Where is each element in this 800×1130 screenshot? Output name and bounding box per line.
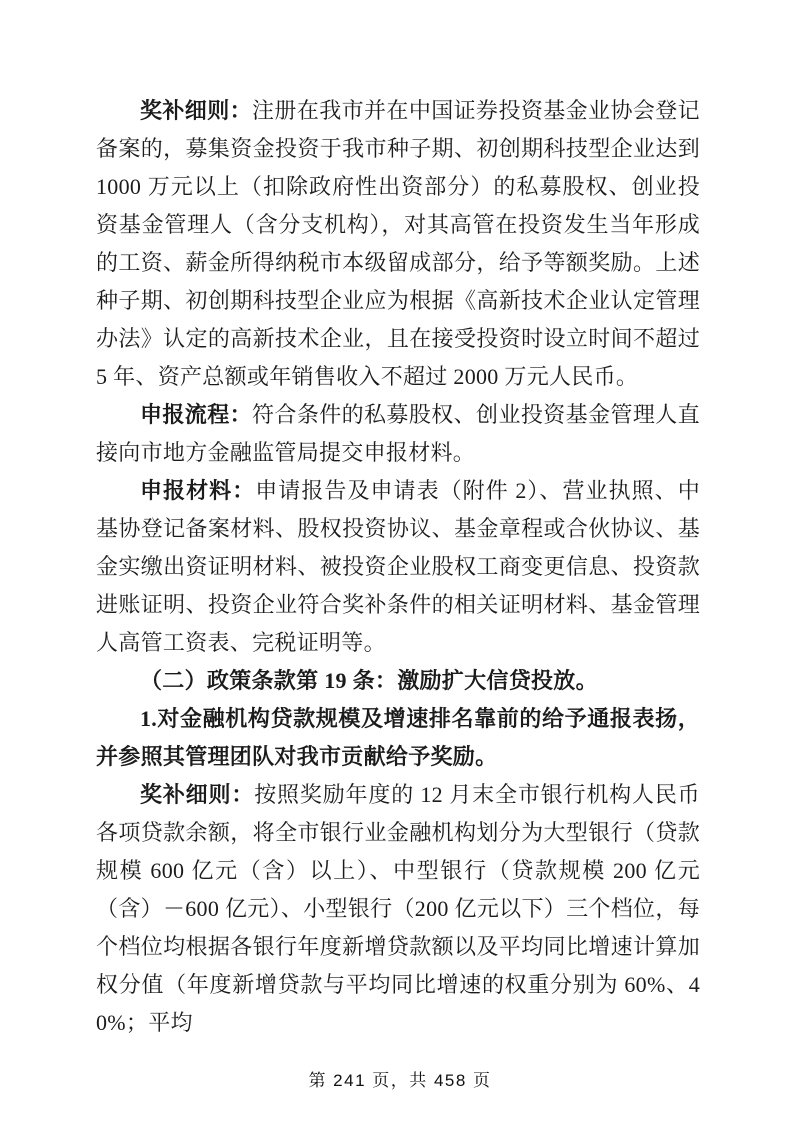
section-heading	[96, 662, 700, 700]
document-body	[96, 92, 700, 1042]
paragraph	[96, 92, 700, 396]
paragraph-label: 申报流程：	[140, 402, 253, 427]
paragraph-label: 申报材料：	[140, 478, 256, 503]
paragraph-label: 奖补细则：	[140, 782, 255, 807]
paragraph-text: 符合条件的私募股权、创业投资基金管理人直接向市地方金融监管局提交申报材料。	[96, 402, 700, 465]
subsection-heading	[96, 700, 700, 776]
paragraph-text: 注册在我市并在中国证券投资基金业协会登记备案的，募集资金投资于我市种子期、初创期科技型企业达到 1000 万元以上（扣除政府性出资部分）的私募股权、创业投资基金管理人（含分支机构），对其高管在投资发生当年形成的工资、薪金所得纳税市本级留成部分，给予等额奖励。上述种子期、初创期科技型企业应为根据《高新技术企业认定管理办法》认定的高新技术企业，且在接受投资时设立时间不超过 5 年、资产总额或年销售收入不超过 2000 万元人民币。	[96, 98, 700, 389]
section-heading-label: （二）政策条款第 19 条：激励扩大信贷投放。	[140, 668, 598, 693]
page-number: 第 241 页，共 458 页	[308, 1071, 492, 1090]
paragraph-text: 申请报告及申请表（附件 2）、营业执照、中基协登记备案材料、股权投资协议、基金章程或合伙协议、基金实缴出资证明材料、被投资企业股权工商变更信息、投资款进账证明、投资企业符合奖补条件的相关证明材料、基金管理人高管工资表、完税证明等。	[96, 478, 700, 655]
paragraph-text: 按照奖励年度的 12 月末全市银行机构人民币各项贷款余额，将全市银行业金融机构划分为大型银行（贷款规模 600 亿元（含）以上）、中型银行（贷款规模 200 亿元（含）－600 亿元）、小型银行（200 亿元以下）三个档位，每个档位均根据各银行年度新增贷款额以及平均同比增速计算加权分值（年度新增贷款与平均同比增速的权重分别为 60%、40%；平均	[96, 782, 700, 1035]
paragraph-label: 奖补细则：	[140, 98, 253, 123]
paragraph	[96, 472, 700, 662]
paragraph	[96, 776, 700, 1042]
paragraph	[96, 396, 700, 472]
subsection-heading-label: 1.对金融机构贷款规模及增速排名靠前的给予通报表扬，并参照其管理团队对我市贡献给予奖励。	[96, 706, 700, 769]
